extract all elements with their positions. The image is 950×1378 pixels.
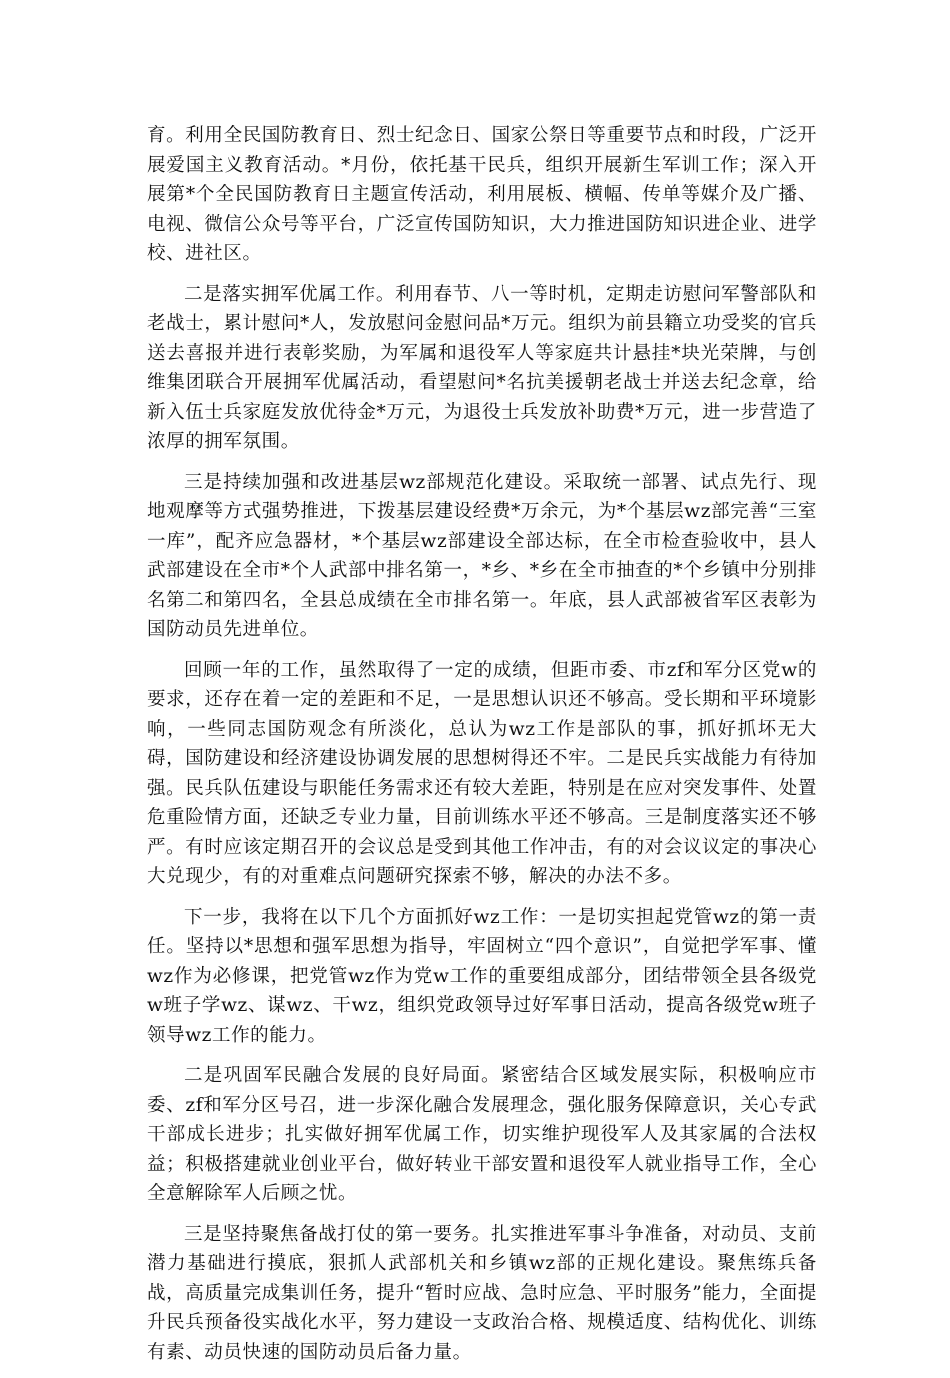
paragraph-4: 回顾一年的工作，虽然取得了一定的成绩，但距市委、市zf和军分区党w的要求，还存在着一定的差距和不足，一是思想认识还不够高。受长期和平环境影响，一些同志国防观念有所淡化，总认为wz工作是部队的事，抓好抓坏无大碍，国防建设和经济建设协调发展的思想树得还不牢。二是民兵实战能力有待加强。民兵队伍建设与职能任务需求还有较大差距，特别是在应对突发事件、处置危重险情方面，还缺乏专业力量，目前训练水平还不够高。三是制度落实还不够严。有时应该定期召开的会议总是受到其他工作冲击，有的对会议议定的事决心大兑现少，有的对重难点问题研究探索不够，解决的办法不多。 — [147, 659, 817, 887]
paragraph-1: 育。利用全民国防教育日、烈士纪念日、国家公祭日等重要节点和时段，广泛开展爱国主义教育活动。*月份，依托基干民兵，组织开展新生军训工作；深入开展第*个全民国防教育日主题宣传活动，利用展板、横幅、传单等媒介及广播、电视、微信公众号等平台，广泛宣传国防知识，大力推进国防知识进企业、进学校、进社区。 — [147, 125, 817, 264]
paragraph-5: 下一步，我将在以下几个方面抓好wz工作：一是切实担起党管wz的第一责任。坚持以*思想和强军思想为指导，牢固树立“四个意识”，自觉把学军事、懂wz作为必修课，把党管wz作为党w工作的重要组成部分，团结带领全县各级党w班子学wz、谋wz、干wz，组织党政领导过好军事日活动，提高各级党w班子领导wz工作的能力。 — [147, 906, 817, 1046]
paragraph-7: 三是坚持聚焦备战打仗的第一要务。扎实推进军事斗争准备，对动员、支前潜力基础进行摸底，狠抓人武部机关和乡镇wz部的正规化建设。聚焦练兵备战，高质量完成集训任务，提升“暂时应战、急时应急、平时服务”能力，全面提升民兵预备役实战化水平，努力建设一支政治合格、规模适度、结构优化、训练有素、动员快速的国防动员后备力量。 — [147, 1223, 817, 1363]
paragraph-6: 二是巩固军民融合发展的良好局面。紧密结合区域发展实际，积极响应市委、zf和军分区号召，进一步深化融合发展理念，强化服务保障意识，关心专武干部成长进步；扎实做好拥军优属工作，切实维护现役军人及其家属的合法权益；积极搭建就业创业平台，做好转业干部安置和退役军人就业指导工作，全心全意解除军人后顾之忧。 — [147, 1065, 817, 1204]
paragraph-3: 三是持续加强和改进基层wz部规范化建设。采取统一部署、试点先行、现地观摩等方式强势推进，下拨基层建设经费*万余元，为*个基层wz部完善“三室一库”，配齐应急器材，*个基层wz部建设全部达标，在全市检查验收中，县人武部建设在全市*个人武部中排名第一，*乡、*乡在全市抽查的*个乡镇中分别排名第二和第四名，全县总成绩在全市排名第一。年底，县人武部被省军区表彰为国防动员先进单位。 — [147, 471, 817, 640]
paragraph-2: 二是落实拥军优属工作。利用春节、八一等时机，定期走访慰问军警部队和老战士，累计慰问*人，发放慰问金慰问品*万元。组织为前县籍立功受奖的官兵送去喜报并进行表彰奖励，为军属和退役军人等家庭共计悬挂*块光荣牌，与创维集团联合开展拥军优属活动，看望慰问*名抗美援朝老战士并送去纪念章，给新入伍士兵家庭发放优待金*万元，为退役士兵发放补助费*万元，进一步营造了浓厚的拥军氛围。 — [147, 283, 817, 452]
document-body — [147, 121, 817, 1378]
